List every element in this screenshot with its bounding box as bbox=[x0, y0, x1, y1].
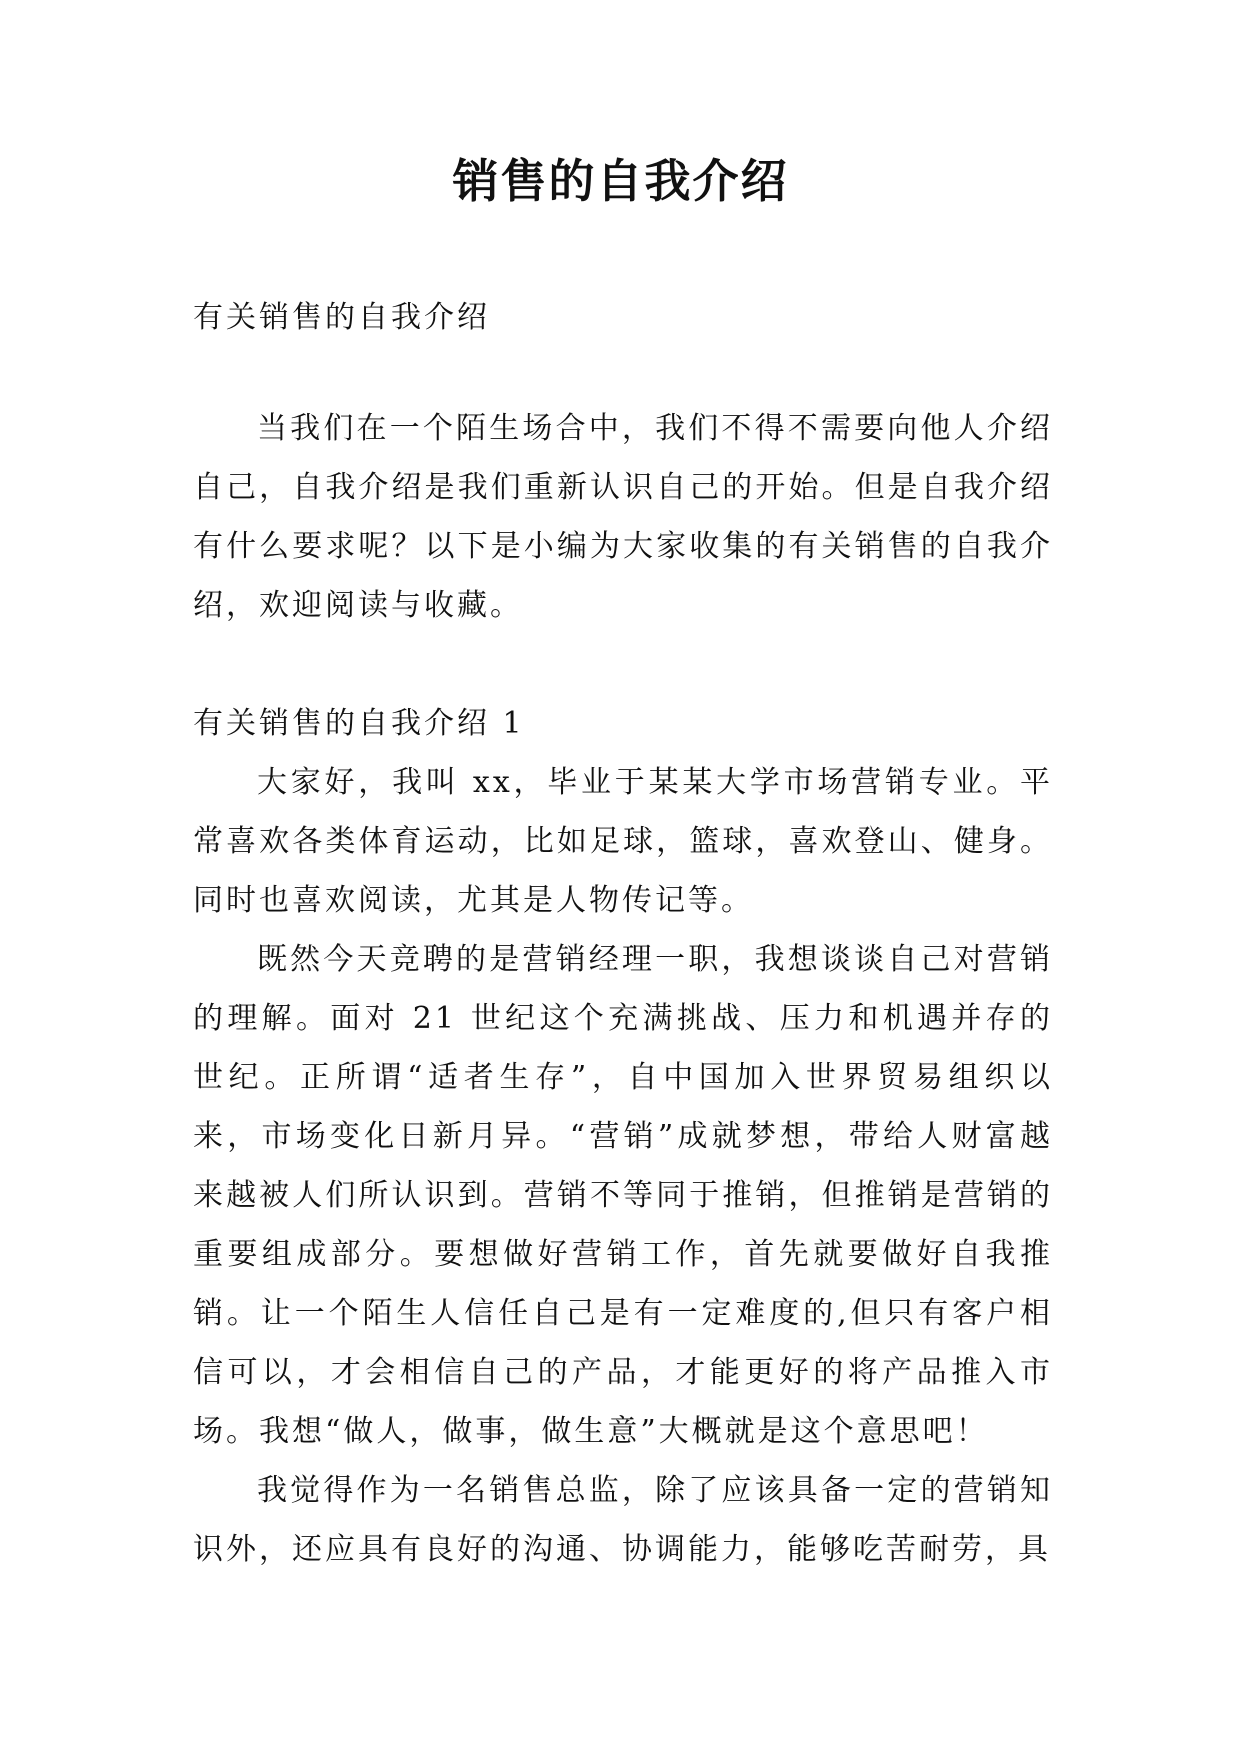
section-1 bbox=[193, 694, 1053, 1579]
section-paragraph-2: 既然今天竞聘的是营销经理一职，我想谈谈自己对营销的理解。面对 21 世纪这个充满挑战、压力和机遇并存的世纪。正所谓“适者生存”，自中国加入世界贸易组织以来，市场变化日新月异。“营销”成就梦想，带给人财富越来越被人们所认识到。营销不等同于推销，但推销是营销的重要组成部分。要想做好营销工作，首先就要做好自我推销。让一个陌生人信任自己是有一定难度的,但只有客户相信可以，才会相信自己的产品，才能更好的将产品推入市场。我想“做人，做事，做生意”大概就是这个意思吧！ bbox=[193, 942, 1053, 1449]
section-heading: 有关销售的自我介绍 1 bbox=[193, 706, 525, 741]
intro-paragraph: 当我们在一个陌生场合中，我们不得不需要向他人介绍自己，自我介绍是我们重新认识自己的开始。但是自我介绍有什么要求呢？以下是小编为大家收集的有关销售的自我介绍，欢迎阅读与收藏。 bbox=[193, 411, 1053, 623]
section-paragraph-1: 大家好，我叫 xx，毕业于某某大学市场营销专业。平常喜欢各类体育运动，比如足球，篮球，喜欢登山、健身。同时也喜欢阅读，尤其是人物传记等。 bbox=[193, 765, 1053, 918]
document-subtitle: 有关销售的自我介绍 bbox=[193, 300, 490, 335]
document-title: 销售的自我介绍 bbox=[452, 154, 789, 208]
section-paragraph-3: 我觉得作为一名销售总监，除了应该具备一定的营销知识外，还应具有良好的沟通、协调能力，能够吃苦耐劳，具 bbox=[193, 1473, 1053, 1567]
